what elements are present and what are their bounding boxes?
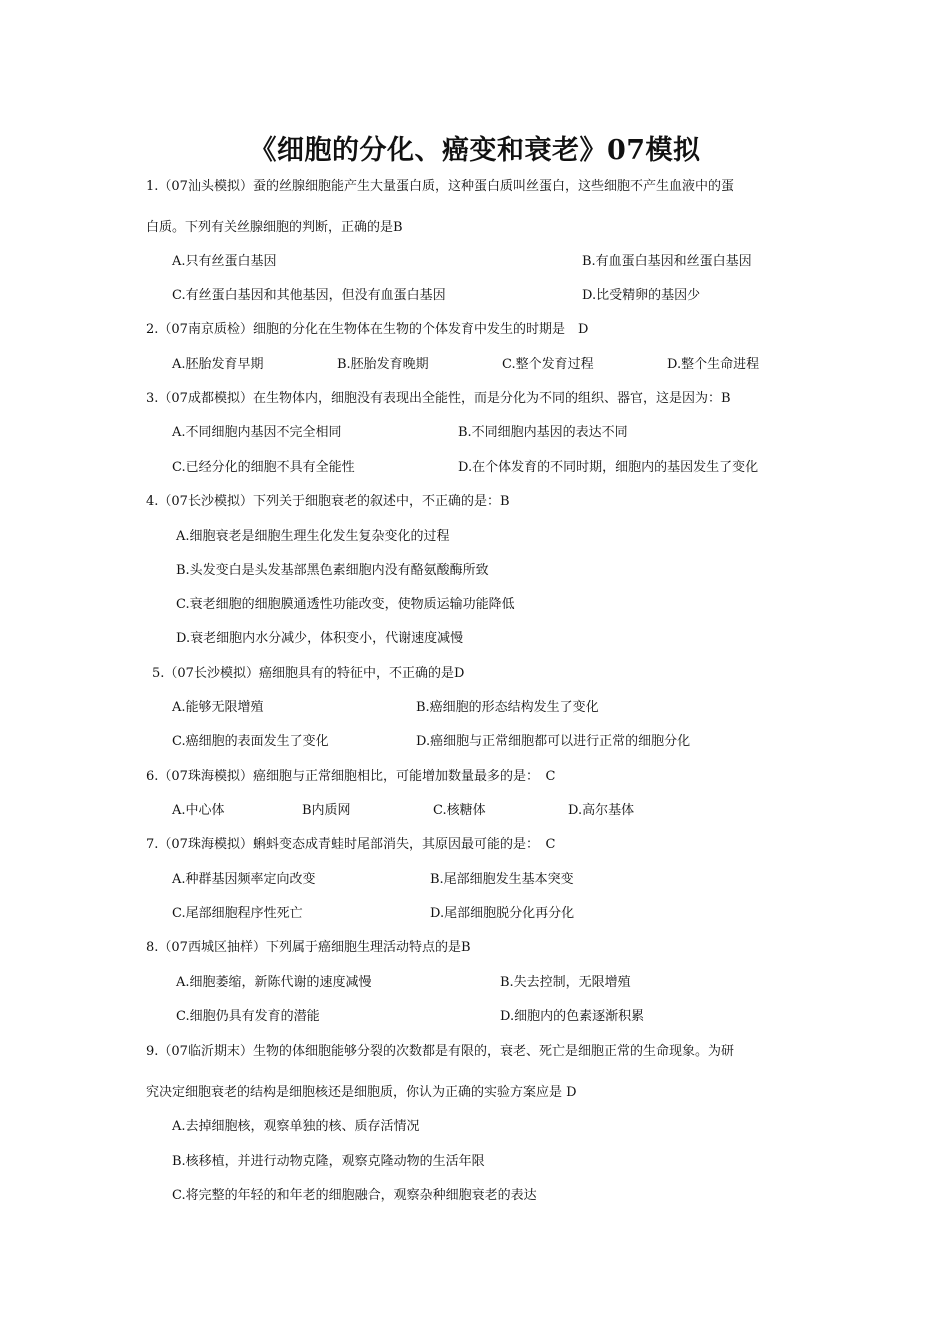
question-5-option-c: C.癌细胞的表面发生了变化: [172, 734, 329, 749]
question-6-option-a: A.中心体: [172, 803, 225, 818]
question-1-option-b: B.有血蛋白基因和丝蛋白基因: [582, 254, 752, 269]
question-3-option-a: A.不同细胞内基因不完全相同: [172, 425, 342, 440]
question-2-option-b: B.胚胎发育晚期: [337, 357, 429, 372]
question-8-stem: 8.（07西城区抽样）下列属于癌细胞生理活动特点的是B: [146, 940, 471, 955]
question-1-option-c: C.有丝蛋白基因和其他基因，但没有血蛋白基因: [172, 288, 446, 303]
question-3-option-b: B.不同细胞内基因的表达不同: [458, 425, 628, 440]
question-2-option-d: D.整个生命进程: [667, 357, 760, 372]
question-3-stem: 3.（07成都模拟）在生物体内，细胞没有表现出全能性，而是分化为不同的组织、器官，这是因为：B: [146, 391, 731, 406]
question-4-stem: 4.（07长沙模拟）下列关于细胞衰老的叙述中，不正确的是：B: [146, 494, 510, 509]
question-5-stem: 5.（07长沙模拟）癌细胞具有的特征中，不正确的是D: [152, 666, 465, 681]
question-2-option-c: C.整个发育过程: [502, 357, 594, 372]
document-title: 《细胞的分化、癌变和衰老》07模拟: [249, 135, 701, 166]
question-1-option-d: D.比受精卵的基因少: [582, 288, 701, 303]
question-6-stem: 6.（07珠海模拟）癌细胞与正常细胞相比，可能增加数量最多的是： C: [146, 769, 556, 784]
question-4-option-b: B.头发变白是头发基部黑色素细胞内没有酪氨酸酶所致: [176, 563, 489, 578]
question-9-option-b: B.核移植，并进行动物克隆，观察克隆动物的生活年限: [172, 1154, 485, 1169]
question-2-stem: 2.（07南京质检）细胞的分化在生物体在生物的个体发育中发生的时期是 D: [146, 322, 589, 337]
question-9-stem-line-2: 究决定细胞衰老的结构是细胞核还是细胞质，你认为正确的实验方案应是 D: [146, 1085, 577, 1100]
question-1-stem-line-1: 1.（07汕头模拟）蚕的丝腺细胞能产生大量蛋白质，这种蛋白质叫丝蛋白，这些细胞不产生血液中的蛋: [146, 179, 734, 194]
question-4-option-d: D.衰老细胞内水分减少，体积变小，代谢速度减慢: [176, 631, 464, 646]
question-9-option-c: C.将完整的年轻的和年老的细胞融合，观察杂种细胞衰老的表达: [172, 1188, 537, 1203]
question-7-stem: 7.（07珠海模拟）蝌蚪变态成青蛙时尾部消失，其原因最可能的是： C: [146, 837, 556, 852]
question-5-option-d: D.癌细胞与正常细胞都可以进行正常的细胞分化: [416, 734, 691, 749]
question-7-option-a: A.种群基因频率定向改变: [172, 872, 316, 887]
question-3-option-d: D.在个体发育的不同时期，细胞内的基因发生了变化: [458, 460, 759, 475]
question-9-stem-line-1: 9.（07临沂期末）生物的体细胞能够分裂的次数都是有限的，衰老、死亡是细胞正常的生命现象。为研: [146, 1044, 734, 1059]
question-6-option-b: B内质网: [302, 803, 351, 818]
question-7-option-b: B.尾部细胞发生基本突变: [430, 872, 574, 887]
question-9-option-a: A.去掉细胞核，观察单独的核、质存活情况: [172, 1119, 420, 1134]
question-7-option-d: D.尾部细胞脱分化再分化: [430, 906, 575, 921]
question-8-option-a: A.细胞萎缩，新陈代谢的速度减慢: [176, 975, 372, 990]
question-5-option-a: A.能够无限增殖: [172, 700, 264, 715]
question-7-option-c: C.尾部细胞程序性死亡: [172, 906, 303, 921]
question-5-option-b: B.癌细胞的形态结构发生了变化: [416, 700, 599, 715]
question-2-option-a: A.胚胎发育早期: [172, 357, 264, 372]
question-4-option-a: A.细胞衰老是细胞生理生化发生复杂变化的过程: [176, 529, 450, 544]
question-8-option-d: D.细胞内的色素逐渐积累: [500, 1009, 645, 1024]
question-8-option-b: B.失去控制，无限增殖: [500, 975, 631, 990]
question-1-option-a: A.只有丝蛋白基因: [172, 254, 277, 269]
question-6-option-d: D.高尔基体: [568, 803, 635, 818]
question-1-stem-line-2: 白质。下列有关丝腺细胞的判断，正确的是B: [146, 220, 403, 235]
question-4-option-c: C.衰老细胞的细胞膜通透性功能改变，使物质运输功能降低: [176, 597, 515, 612]
question-3-option-c: C.已经分化的细胞不具有全能性: [172, 460, 355, 475]
question-6-option-c: C.核糖体: [433, 803, 486, 818]
question-8-option-c: C.细胞仍具有发育的潜能: [176, 1009, 320, 1024]
